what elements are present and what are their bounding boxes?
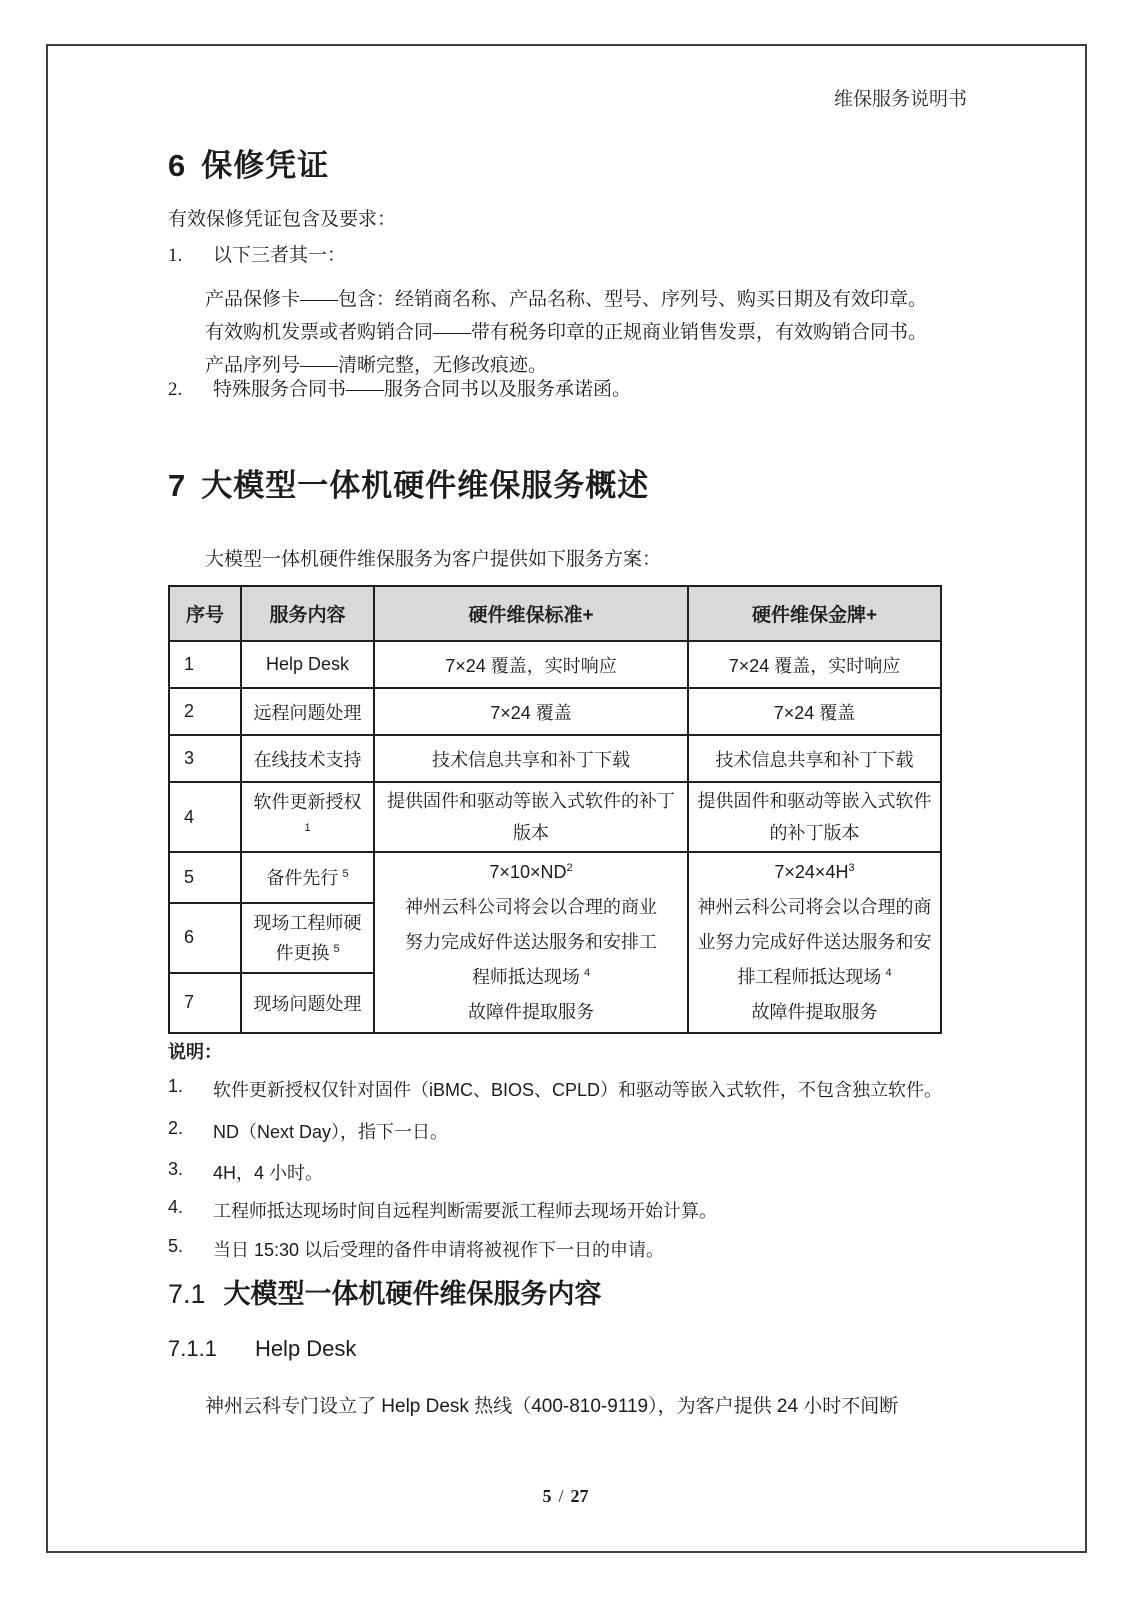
note-item	[168, 1197, 998, 1223]
footnote-marker: 3	[848, 862, 855, 874]
page-number	[0, 1486, 1131, 1507]
body-text: 神州云科公司将会以合理的商业努力完成好件送达服务和安排工程师抵达现场	[405, 897, 657, 987]
cell-gold-merged	[688, 852, 941, 1033]
sla-standard-tail: 故障件提取服务	[468, 1002, 594, 1022]
note-item	[168, 1236, 998, 1262]
table-row	[169, 782, 941, 852]
cell-standard: 技术信息共享和补丁下载	[374, 735, 688, 782]
page-separator: /	[558, 1486, 564, 1506]
note-number: 3.	[168, 1159, 184, 1179]
document-header: 维保服务说明书	[833, 89, 967, 110]
note-text: 软件更新授权仅针对固件（iBMC、BIOS、CPLD）和驱动等嵌入式软件，不包含独立软件。	[213, 1080, 943, 1100]
cell-index: 4	[169, 782, 241, 852]
heading-section-7-1-1	[168, 1336, 356, 1362]
sla-text: 7×10×ND	[489, 862, 567, 882]
note-number: 5.	[168, 1236, 184, 1256]
section-6-sub-block	[205, 283, 975, 382]
heading-7-1-1-number: 7.1.1	[168, 1336, 217, 1361]
table-row	[169, 735, 941, 782]
heading-section-7	[168, 460, 649, 505]
heading-7-1-1-title: Help Desk	[254, 1336, 357, 1361]
heading-6-title: 保修凭证	[201, 148, 330, 183]
body-text: 神州云科公司将会以合理的商业努力完成好件送达服务和安排工程师抵达现场	[697, 897, 932, 987]
cell-service: 远程问题处理	[241, 688, 374, 735]
sub-line: 有效购机发票或者购销合同——带有税务印章的正规商业销售发票，有效购销合同书。	[205, 322, 928, 343]
list-item-number: 1.	[168, 245, 183, 266]
footnote-marker: 4	[583, 967, 591, 979]
cell-service	[241, 903, 374, 973]
list-item-text: 以下三者其一：	[213, 245, 347, 266]
cell-service-text: 备件先行	[266, 868, 339, 889]
section-7-intro: 大模型一体机硬件维保服务为客户提供如下服务方案：	[205, 549, 662, 570]
sla-gold-tail: 故障件提取服务	[751, 1002, 878, 1022]
sla-standard	[381, 855, 681, 890]
cell-gold: 7×24 覆盖，实时响应	[688, 641, 941, 688]
col-header-index: 序号	[169, 586, 241, 641]
sla-gold-body	[696, 890, 934, 995]
cell-index: 6	[169, 903, 241, 973]
list-item-text: 特殊服务合同书——服务合同书以及服务承诺函。	[213, 379, 632, 400]
col-header-service: 服务内容	[241, 586, 374, 641]
note-item	[168, 1076, 998, 1102]
heading-7-title: 大模型一体机硬件维保服务概述	[201, 468, 650, 503]
cell-index: 2	[169, 688, 241, 735]
note-text: 4H，4 小时。	[213, 1163, 324, 1183]
heading-6-number: 6	[168, 148, 186, 183]
footnote-marker: 2	[566, 862, 573, 874]
note-item	[168, 1118, 998, 1144]
cell-standard-merged	[374, 852, 688, 1033]
cell-gold: 7×24 覆盖	[688, 688, 941, 735]
note-number: 4.	[168, 1197, 184, 1217]
cell-standard: 提供固件和驱动等嵌入式软件的补丁版本	[374, 782, 688, 852]
sla-standard-body	[402, 890, 660, 995]
section-6-list-item-2	[168, 376, 968, 404]
heading-7-1-number: 7.1	[168, 1279, 206, 1309]
note-item	[168, 1159, 998, 1185]
page-current: 5	[542, 1486, 552, 1506]
note-number: 1.	[168, 1076, 184, 1096]
notes-label: 说明：	[168, 1042, 222, 1062]
cell-standard: 7×24 覆盖	[374, 688, 688, 735]
footnote-marker: 1	[304, 822, 311, 834]
note-number: 2.	[168, 1118, 184, 1138]
list-item-number: 2.	[168, 379, 183, 400]
cell-service-text: 软件更新授权	[253, 792, 362, 812]
table-row	[169, 641, 941, 688]
cell-service	[241, 852, 374, 903]
footnote-marker: 4	[885, 967, 892, 979]
section-6-intro: 有效保修凭证包含及要求：	[168, 209, 397, 230]
table-row	[169, 852, 941, 903]
note-text: ND（Next Day），指下一日。	[213, 1122, 449, 1142]
section-7-1-1-paragraph: 神州云科专门设立了 Help Desk 热线（400-810-9119），为客户提供 24 小时不间断	[205, 1396, 899, 1417]
cell-index: 1	[169, 641, 241, 688]
cell-service: 现场问题处理	[241, 973, 374, 1033]
sub-line: 产品保修卡——包含：经销商名称、产品名称、型号、序列号、购买日期及有效印章。	[205, 289, 928, 310]
note-text: 工程师抵达现场时间自远程判断需要派工程师去现场开始计算。	[213, 1201, 717, 1221]
footnote-marker: 5	[342, 868, 349, 881]
table-header-row	[169, 586, 941, 641]
cell-service-footnote	[248, 817, 367, 847]
col-header-gold: 硬件维保金牌+	[688, 586, 941, 641]
cell-service: Help Desk	[241, 641, 374, 688]
heading-section-6	[168, 140, 329, 185]
cell-index: 5	[169, 852, 241, 903]
sla-text: 7×24×4H	[774, 862, 849, 882]
sub-line: 产品序列号——清晰完整，无修改痕迹。	[205, 355, 548, 376]
cell-index: 7	[169, 973, 241, 1033]
page-total: 27	[570, 1486, 589, 1506]
col-header-standard: 硬件维保标准+	[374, 586, 688, 641]
section-6-list-item-1	[168, 242, 968, 270]
table-row	[169, 688, 941, 735]
heading-7-1-title: 大模型一体机硬件维保服务内容	[223, 1279, 602, 1309]
cell-gold: 提供固件和驱动等嵌入式软件的补丁版本	[688, 782, 941, 852]
service-plan-table	[168, 585, 942, 1034]
cell-standard: 7×24 覆盖，实时响应	[374, 641, 688, 688]
cell-service-text: 现场工程师硬件更换	[253, 912, 362, 963]
footnote-marker: 5	[333, 942, 340, 955]
cell-index: 3	[169, 735, 241, 782]
heading-7-number: 7	[168, 468, 186, 503]
heading-section-7-1	[168, 1272, 602, 1311]
sla-gold	[695, 855, 934, 890]
cell-service	[241, 782, 374, 852]
cell-service: 在线技术支持	[241, 735, 374, 782]
cell-gold: 技术信息共享和补丁下载	[688, 735, 941, 782]
note-text: 当日 15:30 以后受理的备件申请将被视作下一日的申请。	[213, 1240, 665, 1260]
